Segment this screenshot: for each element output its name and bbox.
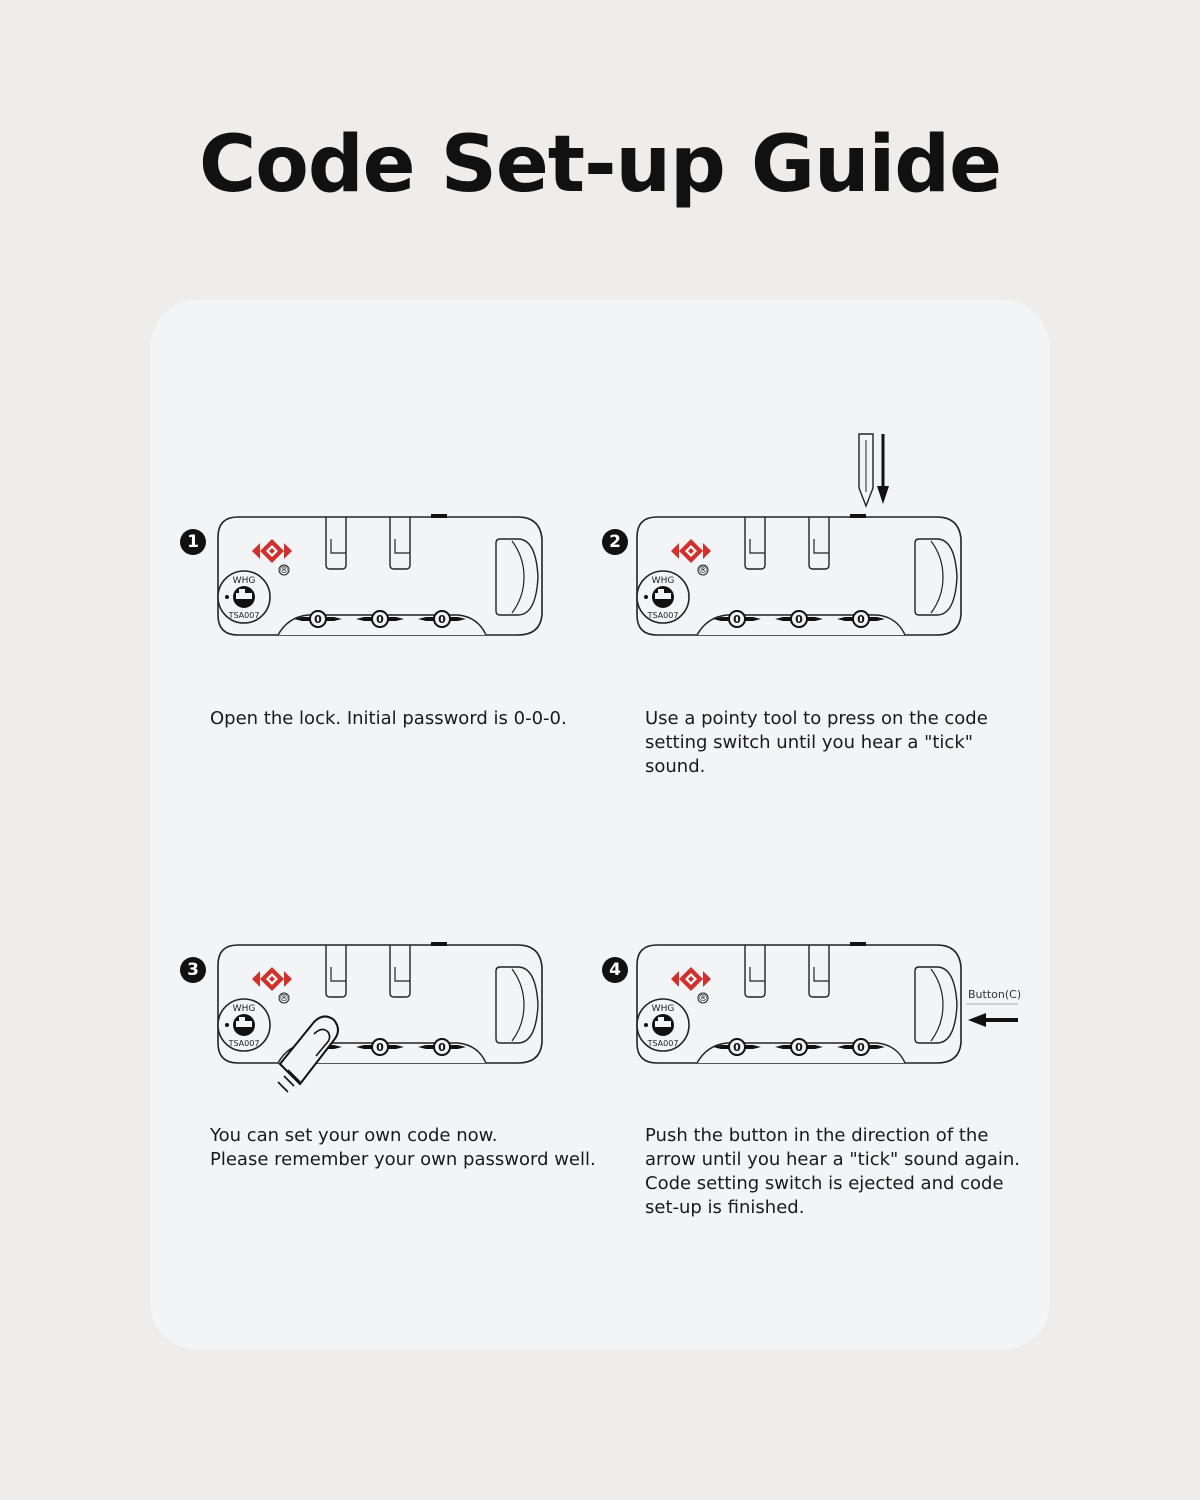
pointy-tool-icon xyxy=(855,432,891,510)
dial-1-digit: 0 xyxy=(733,613,741,626)
step-4-number-badge: 4 xyxy=(602,957,628,983)
button-c-callout: Button(C) xyxy=(968,988,1022,1001)
model-label: TSA007 xyxy=(647,1039,679,1048)
dial-1-digit: 0 xyxy=(733,1041,741,1054)
step-3-line-1: You can set your own code now. xyxy=(210,1125,498,1146)
dial-3-digit: 0 xyxy=(857,1041,865,1054)
dial-2-digit: 0 xyxy=(795,613,803,626)
dial-2-digit: 0 xyxy=(795,1041,803,1054)
step-1-lock-illustration xyxy=(218,517,548,643)
finger-icon xyxy=(270,1012,350,1096)
step-3-description xyxy=(210,1124,610,1172)
step-2-line-1: Use a pointy tool to press on the code xyxy=(645,708,988,729)
step-1-number-badge: 1 xyxy=(180,529,206,555)
model-label: TSA007 xyxy=(228,1039,260,1048)
dial-2-digit: 0 xyxy=(376,1041,384,1054)
push-arrow-icon xyxy=(964,1002,1020,1032)
step-2-lock-illustration xyxy=(637,517,967,643)
step-2-line-3: sound. xyxy=(645,756,706,777)
brand-label: WHG xyxy=(232,576,256,586)
step-4-line-1: Push the button in the direction of the xyxy=(645,1125,989,1146)
step-2-line-2: setting switch until you hear a "tick" xyxy=(645,732,974,753)
dial-3-digit: 0 xyxy=(857,613,865,626)
step-1-line-1: Open the lock. Initial password is 0-0-0. xyxy=(210,708,567,729)
step-4-line-3: Code setting switch is ejected and code xyxy=(645,1173,1004,1194)
step-4-description xyxy=(645,1124,1045,1220)
page-title: Code Set-up Guide xyxy=(199,120,1001,210)
dial-3-digit: 0 xyxy=(438,1041,446,1054)
step-4-line-2: arrow until you hear a "tick" sound again. xyxy=(645,1149,1020,1170)
registered-mark: ® xyxy=(279,565,289,576)
step-3-lock-illustration xyxy=(218,945,548,1071)
brand-label: WHG xyxy=(232,1004,256,1014)
registered-mark: ® xyxy=(279,993,289,1004)
brand-label: WHG xyxy=(651,576,675,586)
step-3-line-2: Please remember your own password well. xyxy=(210,1149,596,1170)
step-2-number-badge: 2 xyxy=(602,529,628,555)
model-label: TSA007 xyxy=(647,611,679,620)
model-label: TSA007 xyxy=(228,611,260,620)
dial-2-digit: 0 xyxy=(376,613,384,626)
brand-label: WHG xyxy=(651,1004,675,1014)
step-4-lock-illustration xyxy=(637,945,967,1071)
step-1-description xyxy=(210,707,590,731)
dial-3-digit: 0 xyxy=(438,613,446,626)
step-2-description xyxy=(645,707,1025,779)
registered-mark: ® xyxy=(698,993,708,1004)
step-3-number-badge: 3 xyxy=(180,957,206,983)
registered-mark: ® xyxy=(698,565,708,576)
step-4-line-4: set-up is finished. xyxy=(645,1197,805,1218)
dial-1-digit: 0 xyxy=(314,613,322,626)
